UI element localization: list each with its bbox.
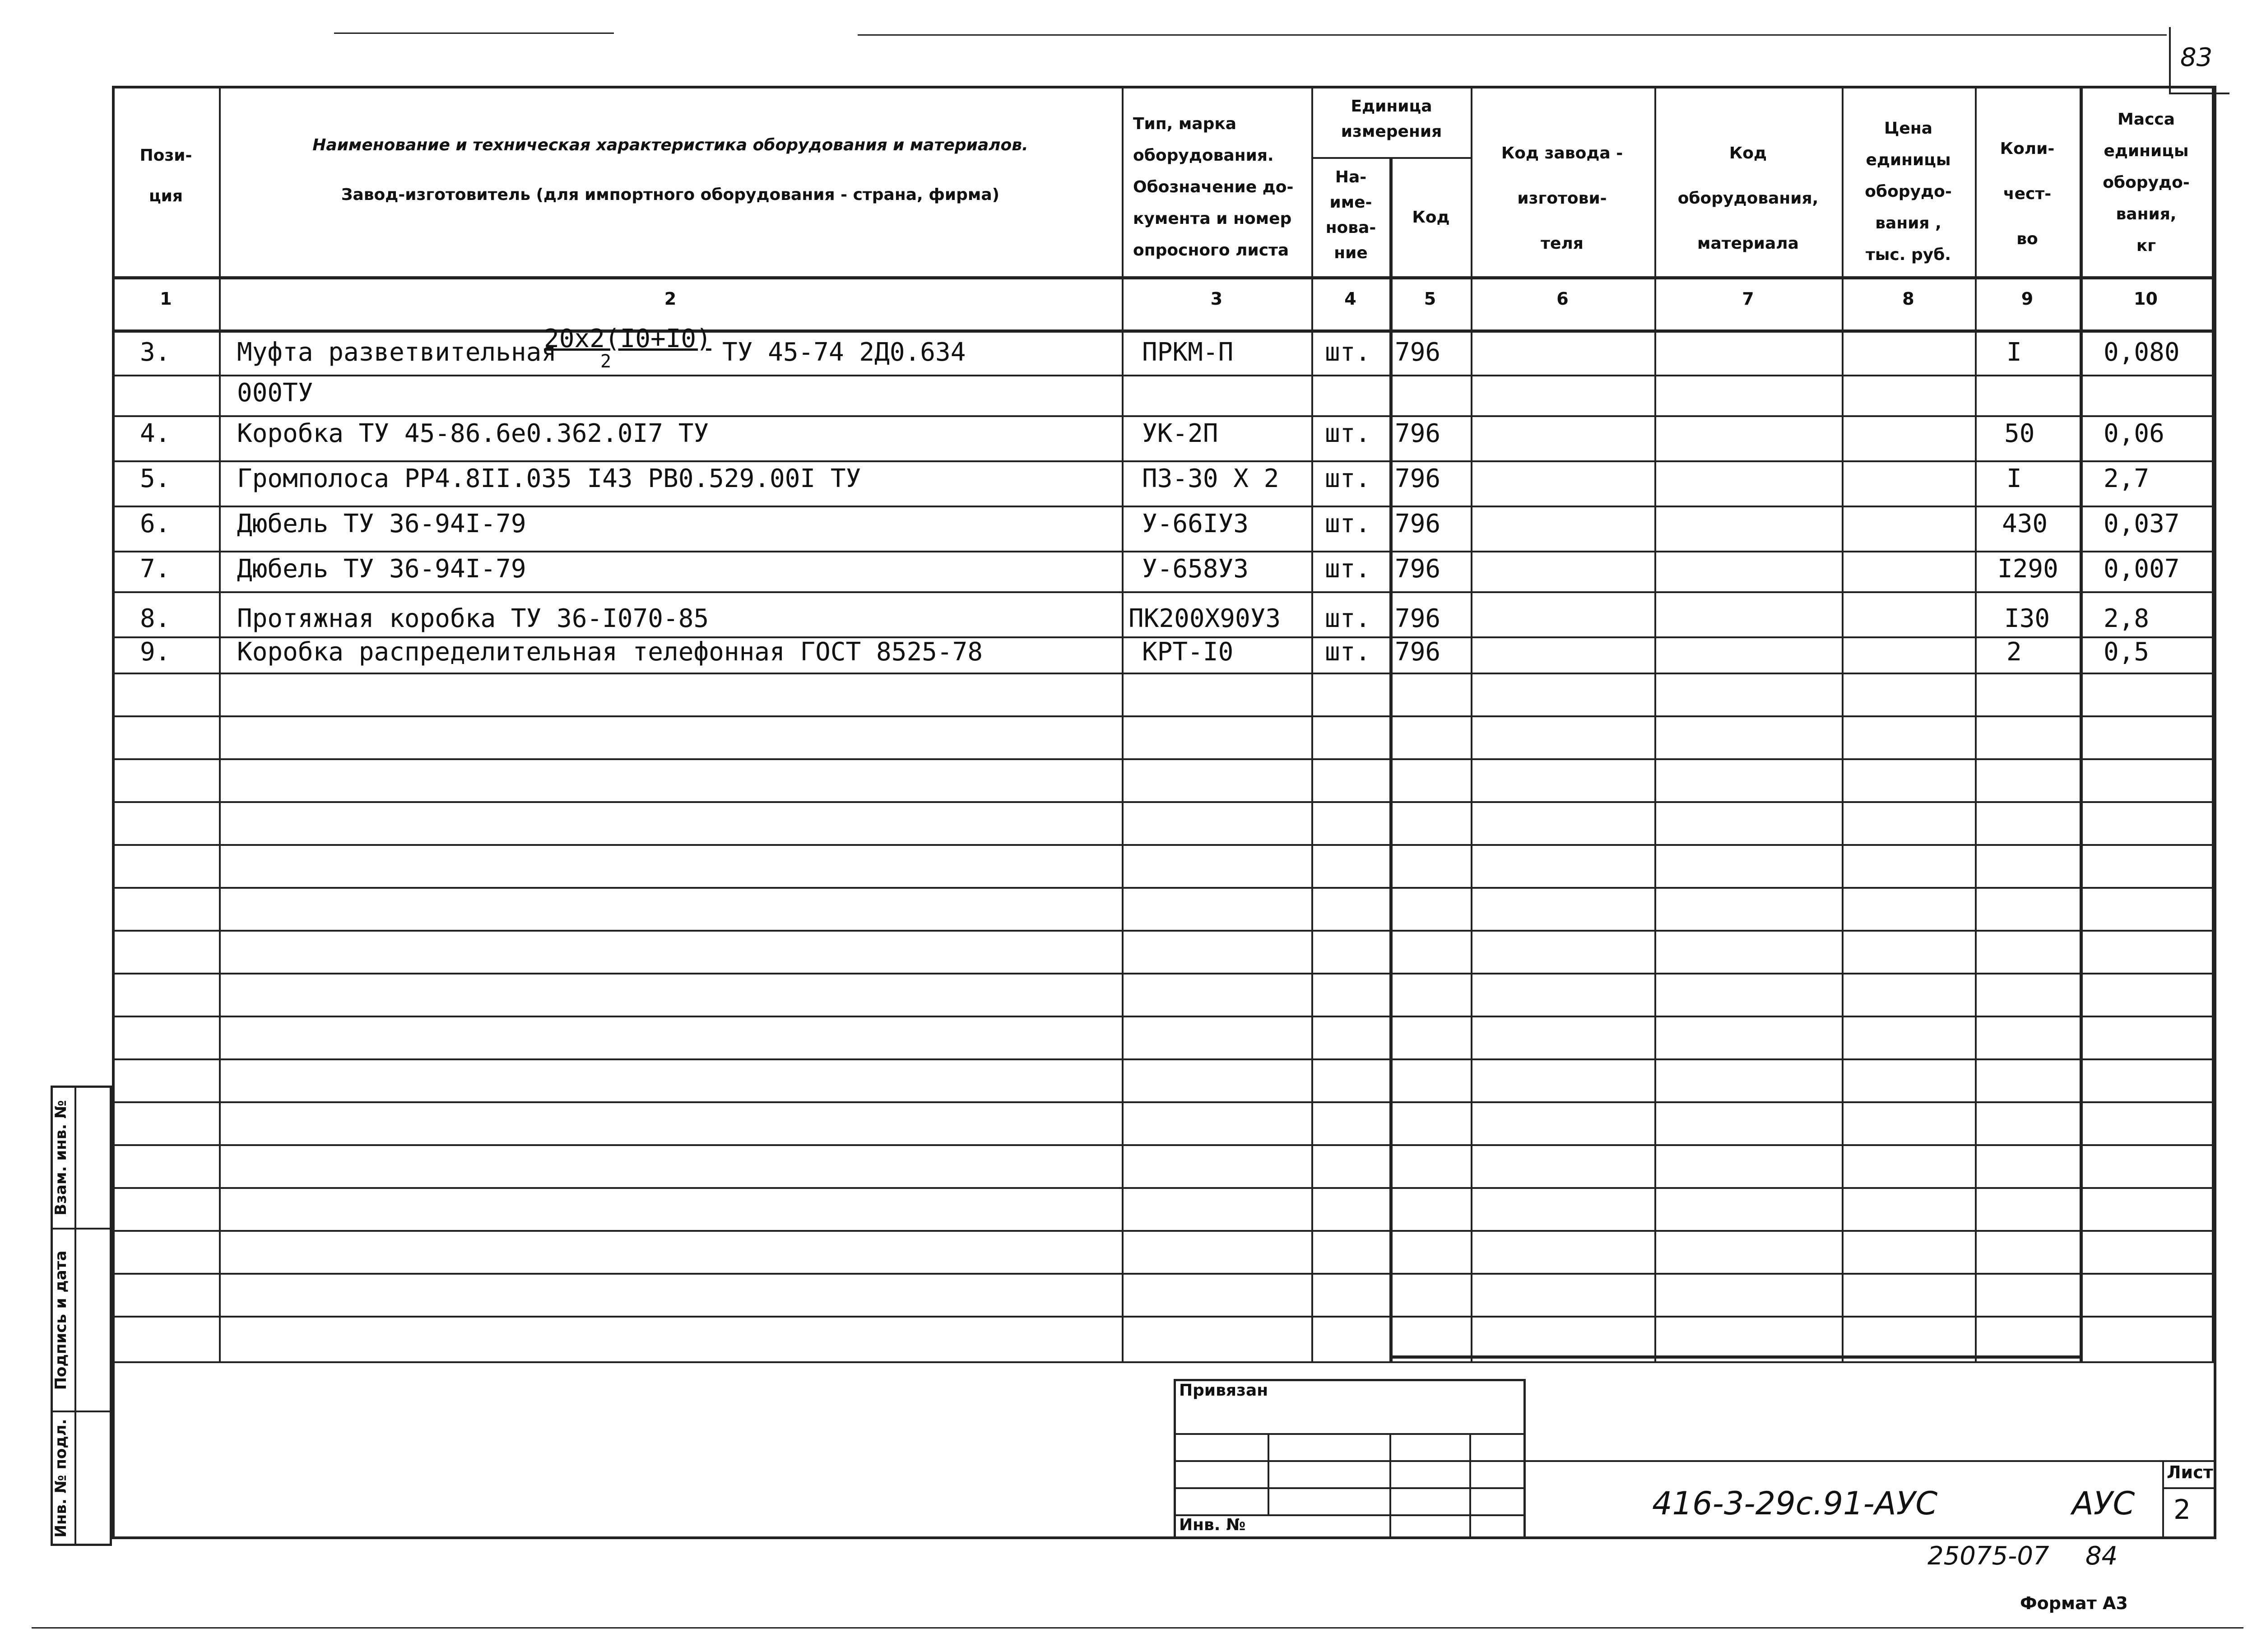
table-row (0, 415, 2257, 460)
table-row (0, 460, 2257, 506)
row-rule (112, 1273, 2212, 1275)
row-type: ПРКМ-П (1142, 338, 1234, 367)
row-quantity: 50 (2004, 419, 2035, 448)
row-rule (112, 1187, 2212, 1189)
col-line-2 (1122, 86, 1124, 1363)
row-rule (112, 1058, 2212, 1060)
scan-line-top-2 (858, 34, 2167, 36)
numbers-bottom-line (112, 329, 2216, 333)
row-type: У-658УЗ (1142, 554, 1249, 584)
row-unit: шт. (1325, 464, 1371, 493)
row-code: 796 (1395, 554, 1441, 584)
title-block-top (1526, 1460, 2216, 1462)
scan-line-top (334, 32, 614, 34)
row-type: У-66IУЗ (1142, 509, 1249, 538)
stamp-line-3 (1174, 1487, 1526, 1489)
col-line-1 (219, 86, 221, 1363)
row-type: ПЗ-30 Х 2 (1142, 464, 1279, 493)
body-bottom-line (112, 1361, 2216, 1363)
table-row (0, 324, 2257, 379)
row-name: Муфта разветвительная (237, 338, 557, 367)
col-line-6 (1654, 86, 1656, 1363)
table-row (0, 551, 2257, 596)
stamp-vline-2 (1389, 1433, 1391, 1539)
row-unit: шт. (1325, 419, 1371, 448)
archive-sheet: 84 (2085, 1541, 2118, 1571)
header-position: Пози- ция (139, 146, 192, 205)
header-quantity: Коли- чест- во (2000, 139, 2055, 248)
row-code: 796 (1395, 338, 1441, 367)
row-mass: 0,037 (2104, 509, 2180, 538)
header-price: Цена единицы оборудо- вания , тыс. руб. (1865, 119, 1952, 264)
row-fraction-numerator: 20х2(I0+I0) (544, 324, 711, 353)
row-rule (112, 1101, 2212, 1103)
col-line-10 (2212, 86, 2215, 1363)
row-unit: шт. (1325, 338, 1371, 367)
row-name: Громполоса РР4.8II.035 I43 РВ0.529.00I ТУ (237, 464, 861, 493)
side-stamp-divider-1 (51, 1228, 112, 1230)
row-position: 5. (140, 464, 171, 493)
col-number-5: 5 (1424, 289, 1436, 309)
row-rule (112, 1016, 2212, 1017)
row-unit: шт. (1325, 604, 1371, 633)
row-rule (112, 887, 2212, 889)
row-name: 000ТУ (237, 378, 313, 408)
row-position: 6. (140, 509, 171, 538)
stamp-line-2 (1174, 1460, 1526, 1462)
row-rule (112, 715, 2212, 717)
header-bottom-line (112, 276, 2216, 279)
row-rule (112, 1316, 2212, 1318)
row-quantity: 430 (2002, 509, 2048, 538)
row-name: Коробка ТУ 45-86.6е0.362.0I7 ТУ (237, 419, 709, 448)
header-factory-code: Код завода - изготови- теля (1501, 144, 1623, 253)
row-name: Коробка распределительная телефонная ГОСТ 8525-78 (237, 637, 983, 667)
scan-line-bottom (32, 1627, 2243, 1629)
row-quantity: I30 (2004, 604, 2050, 633)
col-number-9: 9 (2021, 289, 2034, 309)
col-number-6: 6 (1556, 289, 1569, 309)
col-number-10: 10 (2134, 289, 2158, 309)
header-unit-name: На- име- нова- ние (1325, 168, 1376, 262)
side-label-sign-date: Подпись и дата (52, 1250, 70, 1390)
paper-format: Формат А3 (2020, 1593, 2128, 1613)
row-mass: 0,06 (2104, 419, 2164, 448)
row-rule (112, 844, 2212, 846)
row-name: Дюбель ТУ 36-94I-79 (237, 554, 526, 584)
table-row (0, 632, 2257, 677)
col-number-4: 4 (1344, 289, 1356, 309)
row-position: 8. (140, 604, 171, 633)
document-code: 416-3-29с.91-АУС (1652, 1485, 1938, 1522)
col-line-7 (1842, 86, 1844, 1363)
stamp-vline-3 (1469, 1433, 1471, 1539)
row-code: 796 (1395, 604, 1441, 633)
table-bottom-line (1389, 1355, 2080, 1359)
col-number-7: 7 (1742, 289, 1754, 309)
row-mass: 0,5 (2104, 637, 2150, 667)
col-line-8 (1975, 86, 1977, 1363)
stamp-inv-no: Инв. № (1179, 1516, 1246, 1534)
row-quantity: I290 (1997, 554, 2058, 584)
document-mark: АУС (2072, 1485, 2135, 1522)
col-number-2: 2 (664, 289, 677, 309)
stamp-line-1 (1174, 1433, 1526, 1435)
header-name-line2: Завод-изготовитель (для импортного оборудования - страна, фирма) (341, 186, 1000, 204)
row-code: 796 (1395, 509, 1441, 538)
row-unit: шт. (1325, 509, 1371, 538)
row-type: УК-2П (1142, 419, 1218, 448)
header-unit-group: Единица измерения (1341, 97, 1442, 141)
page-number: 83 (2180, 43, 2213, 72)
row-mass: 2,8 (2104, 604, 2150, 633)
header-name-line1: Наименование и техническая характеристика оборудования и материалов. (312, 136, 1028, 154)
row-position: 4. (140, 419, 171, 448)
stamp-privyazan: Привязан (1179, 1381, 1268, 1400)
archive-number: 25075-07 (1927, 1541, 2049, 1571)
row-rule (112, 801, 2212, 803)
col-line-5 (1471, 86, 1472, 1363)
row-unit: шт. (1325, 554, 1371, 584)
row-quantity: I (2006, 338, 2022, 367)
row-position: 9. (140, 637, 171, 667)
side-stamp-split (74, 1086, 76, 1546)
col-number-8: 8 (1902, 289, 1914, 309)
row-quantity: 2 (2006, 637, 2022, 667)
row-name: Протяжная коробка ТУ 36-I070-85 (237, 604, 709, 633)
row-quantity: I (2006, 464, 2022, 493)
row-type: КРТ-I0 (1142, 637, 1234, 667)
col-number-1: 1 (160, 289, 172, 309)
row-name-tail: ТУ 45-74 2Д0.634 (722, 338, 966, 367)
sheet-box-split (2162, 1487, 2216, 1489)
col-line-3 (1311, 86, 1313, 1363)
sheet-label: Лист (2167, 1462, 2213, 1482)
col-line-9 (2080, 86, 2083, 1363)
row-code: 796 (1395, 419, 1441, 448)
row-position: 7. (140, 554, 171, 584)
row-name: Дюбель ТУ 36-94I-79 (237, 509, 526, 538)
row-mass: 0,080 (2104, 338, 2180, 367)
col-number-3: 3 (1210, 289, 1223, 309)
header-unit-code: Код (1412, 208, 1450, 227)
side-stamp-divider-2 (51, 1411, 112, 1412)
stamp-vline-1 (1268, 1433, 1269, 1514)
row-rule (112, 1144, 2212, 1146)
row-fraction-denominator: 2 (600, 351, 612, 372)
side-label-inv-vzam: Взам. инв. № (52, 1100, 70, 1216)
row-type: ПК200Х90УЗ (1128, 604, 1281, 633)
header-equipment-code: Код оборудования, материала (1677, 144, 1819, 253)
row-rule (112, 973, 2212, 974)
header-type: Тип, марка оборудования. Обозначение до- кумента и номер опросного листа (1133, 115, 1294, 260)
row-code: 796 (1395, 637, 1441, 667)
table-row (0, 506, 2257, 551)
table-row (0, 375, 2257, 420)
row-rule (112, 930, 2212, 932)
row-unit: шт. (1325, 637, 1371, 667)
row-mass: 2,7 (2104, 464, 2150, 493)
row-code: 796 (1395, 464, 1441, 493)
row-rule (112, 1230, 2212, 1232)
row-rule (112, 758, 2212, 760)
row-position: 3. (140, 338, 171, 367)
side-label-inv-podl: Инв. № подл. (52, 1419, 70, 1538)
row-mass: 0,007 (2104, 554, 2180, 584)
header-mass: Масса единицы оборудо- вания, кг (2103, 110, 2190, 255)
sheet-number: 2 (2173, 1494, 2191, 1526)
